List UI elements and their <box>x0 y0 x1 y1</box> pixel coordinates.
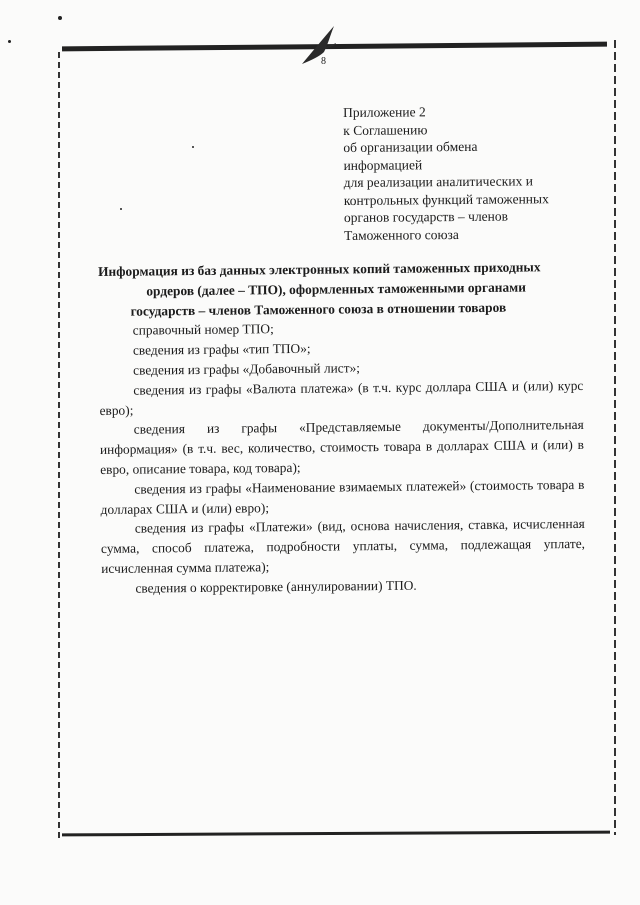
list-item: сведения из графы «тип ТПО»; <box>132 340 311 358</box>
document-body <box>98 257 585 599</box>
list-item: сведения из графы «Добавочный лист»; <box>133 360 361 378</box>
stamp-mark-icon <box>300 22 340 67</box>
list-item: сведения из графы «Представляемые документы/Дополнительная информация» (в т.ч. вес, количество, стоимость товара в долларах США и (или) в евро, описание товара, код товара); <box>99 417 585 477</box>
document-title <box>98 257 583 321</box>
appendix-line: информацией <box>343 156 423 173</box>
frame-left-border <box>58 52 60 842</box>
items-list <box>99 316 586 598</box>
title-line: ордеров (далее – ТПО), оформленных таможенными органами <box>146 279 527 299</box>
appendix-header <box>343 102 584 244</box>
list-item: сведения из графы «Платежи» (вид, основа начисления, ставка, исчисленная сумма, способ платежа, подробности уплаты, сумма, подлежащая уплате, исчисленная сумма платежа); <box>100 516 586 576</box>
title-line: Информация из баз данных электронных копий таможенных приходных <box>98 259 541 279</box>
list-item: сведения из графы «Наименование взимаемых платежей» (стоимость товара в долларах США и (или) евро); <box>100 476 585 517</box>
list-item: сведения о корректировке (аннулировании) ТПО. <box>135 577 417 596</box>
frame-right-border <box>614 40 616 835</box>
list-item: сведения из графы «Валюта платежа» (в т.ч. курс доллара США и (или) курс евро); <box>99 377 584 418</box>
scan-speck <box>192 146 194 148</box>
scan-speck <box>120 208 122 210</box>
appendix-line: об организации обмена <box>343 138 478 155</box>
frame-bottom-border <box>62 831 610 837</box>
appendix-line: органов государств – членов <box>343 208 509 225</box>
page-number: 8 <box>321 56 326 67</box>
appendix-line: Приложение 2 <box>343 104 426 120</box>
scan-speck <box>8 40 11 43</box>
appendix-line: для реализации аналитических и <box>343 173 533 190</box>
appendix-line: к Соглашению <box>343 121 428 138</box>
scan-speck <box>58 16 62 20</box>
appendix-line: Таможенного союза <box>344 226 459 243</box>
appendix-line: контрольных функций таможенных <box>343 190 549 208</box>
list-item: справочный номер ТПО; <box>132 321 274 339</box>
title-line: государств – членов Таможенного союза в отношении товаров <box>130 299 507 319</box>
